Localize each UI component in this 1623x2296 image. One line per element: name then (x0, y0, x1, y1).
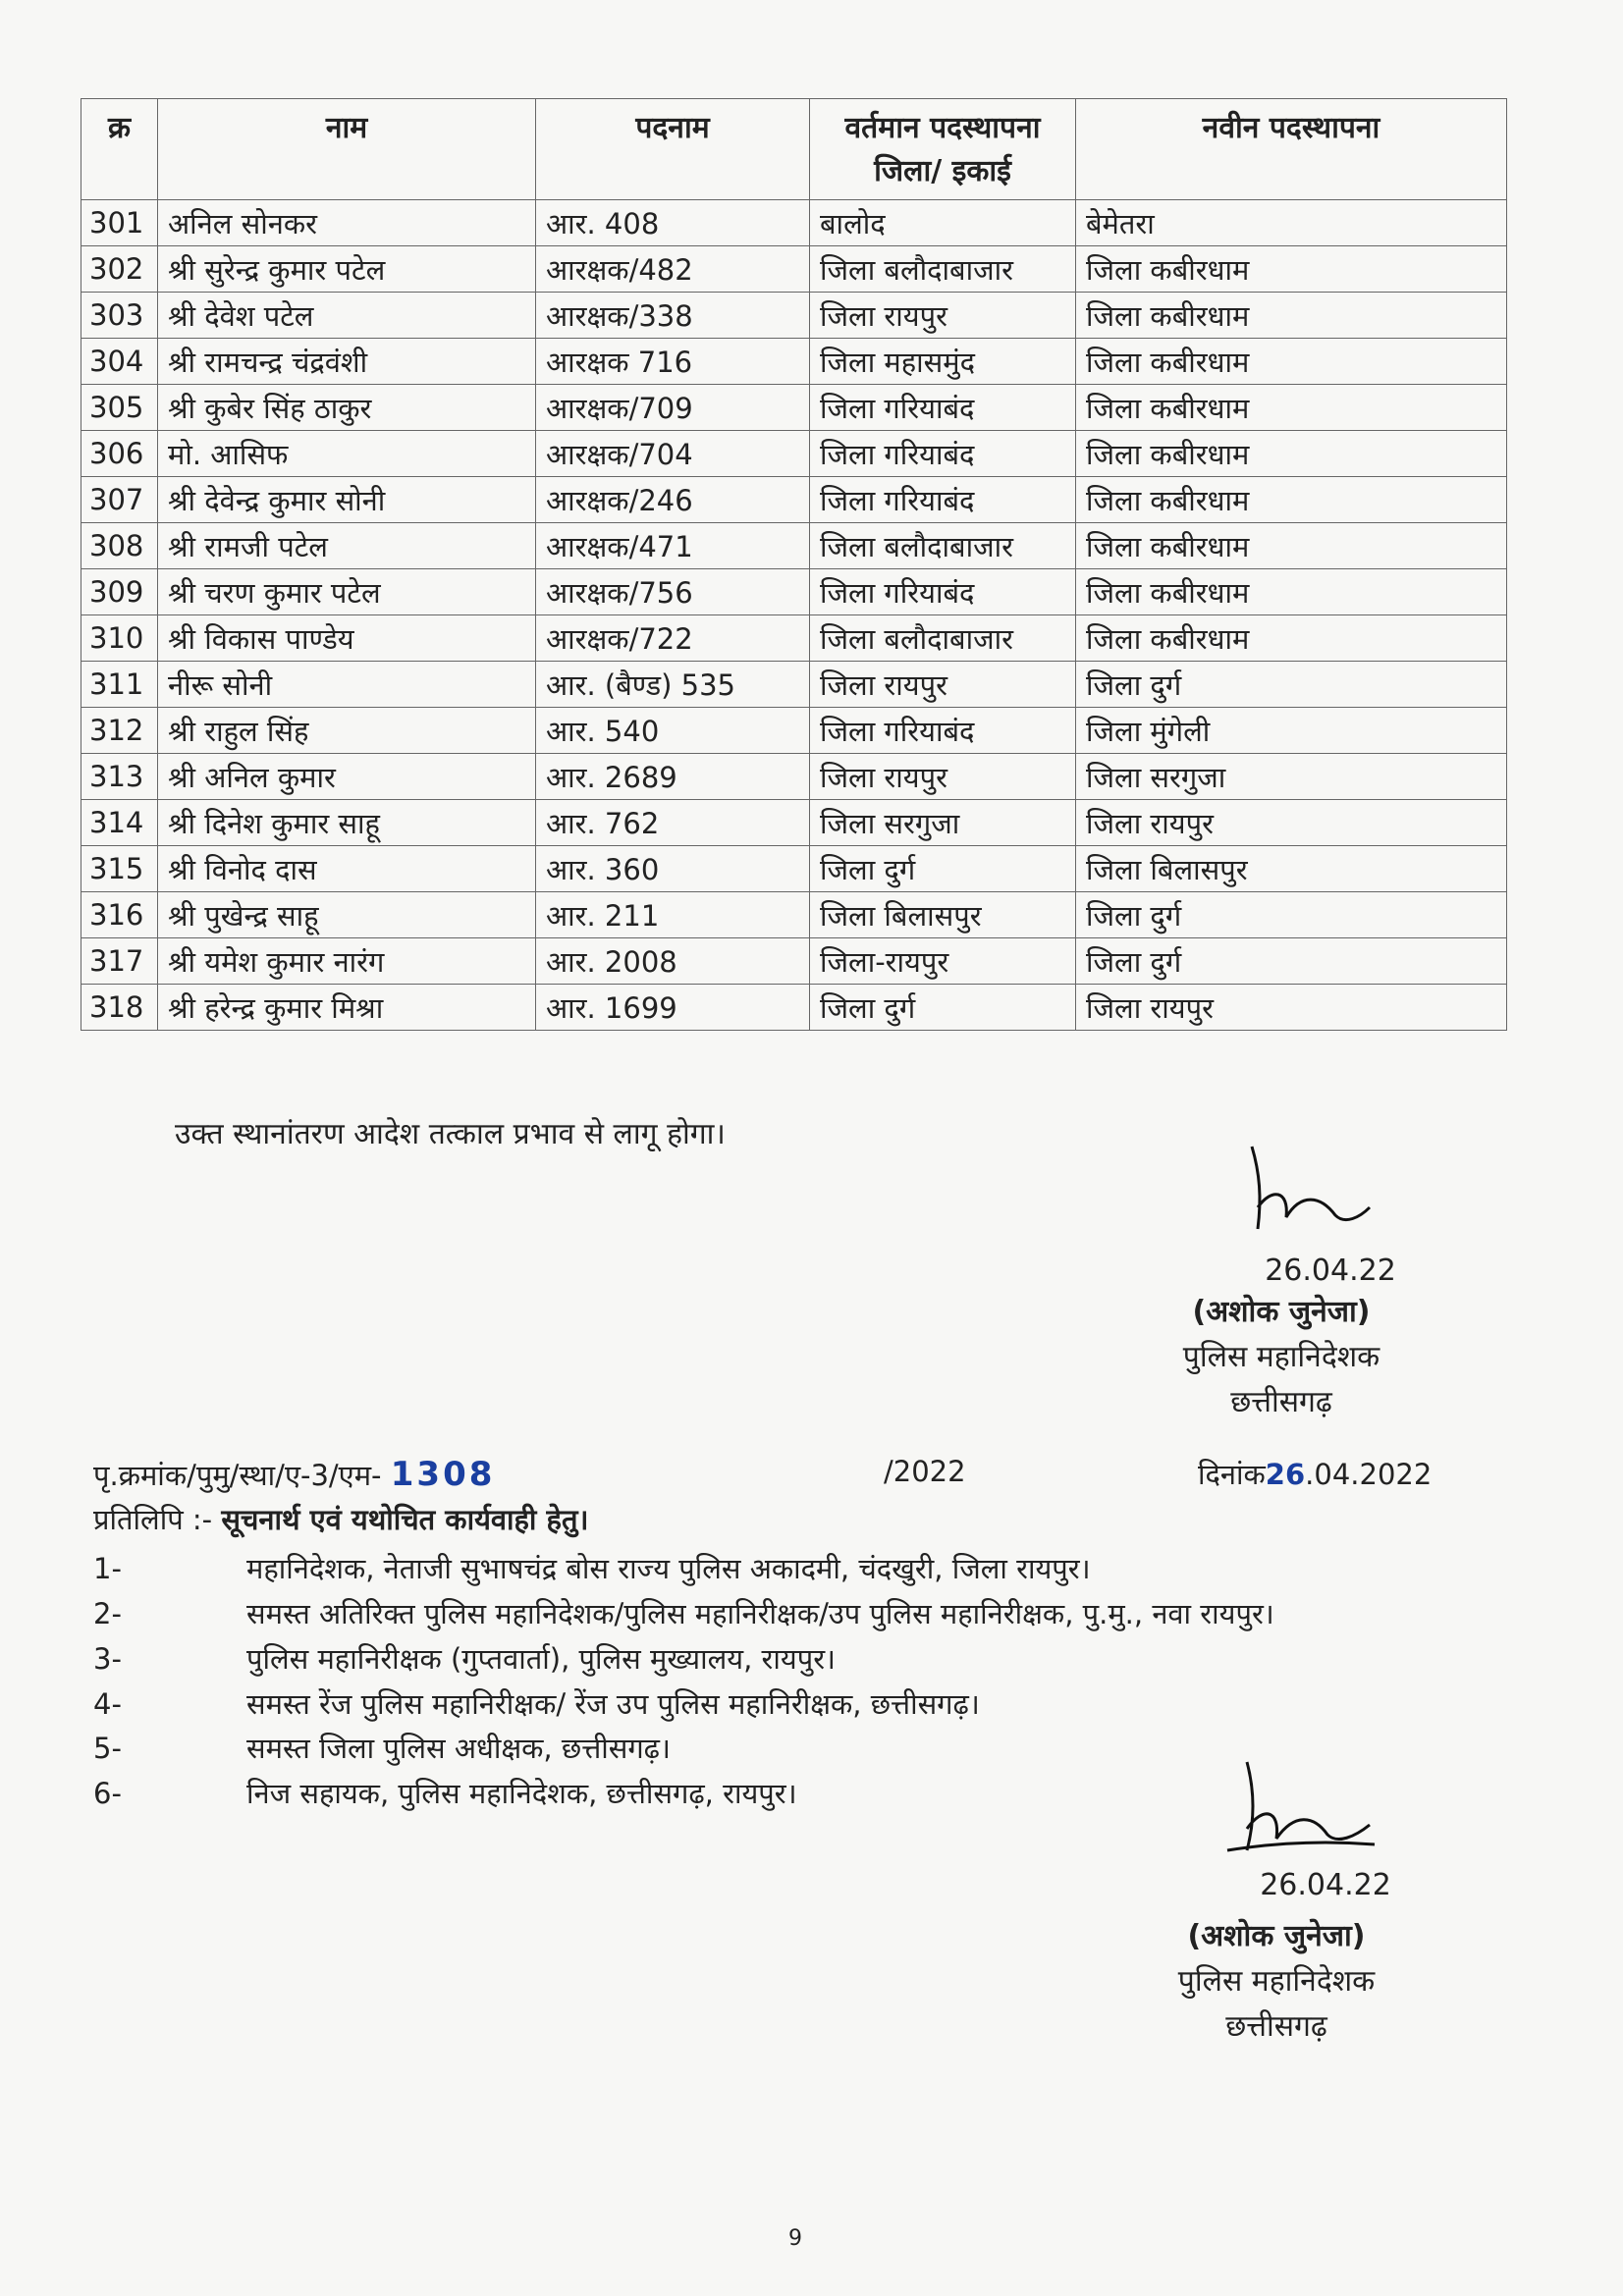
cell-serial: 313 (81, 754, 158, 800)
header-current-line2: जिला/ इकाई (874, 154, 1011, 188)
cell-designation: आरक्षक 716 (536, 339, 810, 385)
cell-new-posting: जिला दुर्ग (1076, 662, 1507, 708)
cell-current-posting: जिला बलौदाबाजार (810, 615, 1076, 662)
signatory-state: छत्तीसगढ़ (1230, 1385, 1332, 1419)
cell-name: श्री विनोद दास (158, 846, 536, 892)
distribution-item-text: समस्त अतिरिक्त पुलिस महानिदेशक/पुलिस महानिरीक्षक/उप पुलिस महानिरीक्षक, पु.मु., नवा रायपुर। (246, 1597, 1274, 1630)
distribution-item (93, 1639, 836, 1678)
cell-name: श्री सुरेन्द्र कुमार पटेल (158, 246, 536, 293)
page-number: 9 (788, 2226, 802, 2251)
distribution-item-text: महानिदेशक, नेताजी सुभाषचंद्र बोस राज्य पुलिस अकादमी, चंदखुरी, जिला रायपुर। (246, 1552, 1091, 1585)
cell-new-posting: जिला कबीरधाम (1076, 569, 1507, 615)
header-name: नाम (158, 99, 536, 200)
cell-serial: 306 (81, 431, 158, 477)
cell-designation: आरक्षक/246 (536, 477, 810, 523)
cell-name: श्री हरेन्द्र कुमार मिश्रा (158, 985, 536, 1031)
cell-designation: आरक्षक/709 (536, 385, 810, 431)
cell-serial: 308 (81, 523, 158, 569)
cell-serial: 305 (81, 385, 158, 431)
cell-current-posting: जिला बलौदाबाजार (810, 523, 1076, 569)
cell-new-posting: जिला सरगुजा (1076, 754, 1507, 800)
cell-new-posting: जिला रायपुर (1076, 800, 1507, 846)
table-row (81, 339, 1507, 385)
table-body (81, 200, 1507, 1031)
cell-current-posting: जिला गरियाबंद (810, 431, 1076, 477)
signatory-title: पुलिस महानिदेशक (1177, 1964, 1376, 1999)
cell-designation: आरक्षक/338 (536, 293, 810, 339)
distribution-item-number: 4- (93, 1687, 122, 1721)
cell-designation: आर. 408 (536, 200, 810, 246)
cell-name: श्री अनिल कुमार (158, 754, 536, 800)
signature-1-date: 26.04.22 (1265, 1254, 1396, 1288)
cell-serial: 318 (81, 985, 158, 1031)
cell-new-posting: जिला कबीरधाम (1076, 246, 1507, 293)
cell-new-posting: जिला रायपुर (1076, 985, 1507, 1031)
cell-name: श्री देवेन्द्र कुमार सोनी (158, 477, 536, 523)
cell-name: श्री पुखेन्द्र साहू (158, 892, 536, 938)
date-day-handwritten: 26 (1265, 1458, 1306, 1491)
copy-to-label: प्रतिलिपि :- (93, 1503, 213, 1536)
cell-designation: आरक्षक/704 (536, 431, 810, 477)
table-row (81, 892, 1507, 938)
table-row (81, 385, 1507, 431)
cell-current-posting: जिला बिलासपुर (810, 892, 1076, 938)
cell-serial: 309 (81, 569, 158, 615)
cell-current-posting: जिला रायपुर (810, 662, 1076, 708)
transfer-table (81, 98, 1507, 1031)
reference-number (93, 1455, 495, 1494)
cell-current-posting: जिला रायपुर (810, 754, 1076, 800)
cell-name: श्री देवेश पटेल (158, 293, 536, 339)
reference-prefix: पृ.क्रमांक/पुमु/स्था/ए-3/एम- (93, 1459, 382, 1492)
cell-new-posting: जिला कबीरधाम (1076, 385, 1507, 431)
distribution-item (93, 1684, 980, 1723)
cell-name: श्री चरण कुमार पटेल (158, 569, 536, 615)
table-row (81, 569, 1507, 615)
table-row (81, 431, 1507, 477)
cell-name: श्री यमेश कुमार नारंग (158, 938, 536, 985)
table-row (81, 523, 1507, 569)
cell-current-posting: बालोद (810, 200, 1076, 246)
distribution-item-text: समस्त रेंज पुलिस महानिरीक्षक/ रेंज उप पुलिस महानिरीक्षक, छत्तीसगढ़। (246, 1687, 980, 1721)
cell-new-posting: जिला दुर्ग (1076, 892, 1507, 938)
cell-current-posting: जिला गरियाबंद (810, 708, 1076, 754)
cell-designation: आर. 2689 (536, 754, 810, 800)
cell-serial: 301 (81, 200, 158, 246)
cell-designation: आरक्षक/482 (536, 246, 810, 293)
header-current-line1: वर्तमान पदस्थापना (844, 111, 1041, 145)
distribution-item-number: 1- (93, 1552, 122, 1585)
distribution-item-number: 6- (93, 1777, 122, 1810)
table-row (81, 615, 1507, 662)
cell-new-posting: जिला कबीरधाम (1076, 293, 1507, 339)
date-label: दिनांक (1198, 1458, 1266, 1491)
table-row (81, 662, 1507, 708)
cell-new-posting: जिला कबीरधाम (1076, 431, 1507, 477)
cell-name: नीरू सोनी (158, 662, 536, 708)
table-row (81, 800, 1507, 846)
header-new-posting: नवीन पदस्थापना (1076, 99, 1507, 200)
signatory-name: (अशोक जुनेजा) (1187, 1919, 1366, 1953)
cell-name: मो. आसिफ (158, 431, 536, 477)
cell-serial: 304 (81, 339, 158, 385)
cell-name: श्री विकास पाण्डेय (158, 615, 536, 662)
distribution-item (93, 1594, 1274, 1632)
table-row (81, 985, 1507, 1031)
reference-handwritten-number: 1308 (390, 1455, 496, 1494)
cell-new-posting: जिला कबीरधाम (1076, 615, 1507, 662)
cell-serial: 316 (81, 892, 158, 938)
distribution-item (93, 1729, 671, 1767)
table-row (81, 754, 1507, 800)
signatory-name: (अशोक जुनेजा) (1192, 1295, 1371, 1329)
table-row (81, 846, 1507, 892)
cell-name: श्री रामचन्द्र चंद्रवंशी (158, 339, 536, 385)
copy-to-purpose: सूचनार्थ एवं यथोचित कार्यवाही हेतु। (221, 1503, 589, 1536)
cell-designation: आर. 2008 (536, 938, 810, 985)
cell-designation: आर. 211 (536, 892, 810, 938)
reference-year: /2022 (884, 1455, 966, 1488)
table-row (81, 708, 1507, 754)
table-header-row (81, 99, 1507, 200)
table-row (81, 938, 1507, 985)
cell-serial: 303 (81, 293, 158, 339)
distribution-item-text: निज सहायक, पुलिस महानिदेशक, छत्तीसगढ़, रायपुर। (246, 1777, 797, 1810)
cell-serial: 315 (81, 846, 158, 892)
distribution-item-number: 5- (93, 1732, 122, 1765)
table-row (81, 477, 1507, 523)
cell-name: श्री कुबेर सिंह ठाकुर (158, 385, 536, 431)
signatory-title: पुलिस महानिदेशक (1182, 1340, 1380, 1374)
cell-current-posting: जिला बलौदाबाजार (810, 246, 1076, 293)
cell-current-posting: जिला सरगुजा (810, 800, 1076, 846)
cell-new-posting: जिला कबीरधाम (1076, 523, 1507, 569)
cell-serial: 317 (81, 938, 158, 985)
distribution-item-text: समस्त जिला पुलिस अधीक्षक, छत्तीसगढ़। (246, 1732, 671, 1765)
cell-new-posting: जिला दुर्ग (1076, 938, 1507, 985)
distribution-item-number: 2- (93, 1597, 122, 1630)
copy-to-heading (93, 1500, 588, 1538)
cell-current-posting: जिला रायपुर (810, 293, 1076, 339)
table-row (81, 200, 1507, 246)
cell-serial: 312 (81, 708, 158, 754)
cell-name: श्री राहुल सिंह (158, 708, 536, 754)
cell-current-posting: जिला गरियाबंद (810, 569, 1076, 615)
cell-current-posting: जिला दुर्ग (810, 985, 1076, 1031)
header-designation: पदनाम (536, 99, 810, 200)
cell-current-posting: जिला गरियाबंद (810, 385, 1076, 431)
cell-name: अनिल सोनकर (158, 200, 536, 246)
table-row (81, 293, 1507, 339)
cell-new-posting: जिला कबीरधाम (1076, 339, 1507, 385)
cell-new-posting: जिला बिलासपुर (1076, 846, 1507, 892)
distribution-item (93, 1774, 797, 1812)
cell-designation: आर. 540 (536, 708, 810, 754)
cell-serial: 314 (81, 800, 158, 846)
cell-current-posting: जिला गरियाबंद (810, 477, 1076, 523)
cell-name: श्री दिनेश कुमार साहू (158, 800, 536, 846)
cell-designation: आरक्षक/756 (536, 569, 810, 615)
cell-serial: 302 (81, 246, 158, 293)
cell-designation: आर. 360 (536, 846, 810, 892)
distribution-item (93, 1549, 1091, 1587)
distribution-item-number: 3- (93, 1642, 122, 1676)
cell-new-posting: जिला कबीरधाम (1076, 477, 1507, 523)
cell-serial: 311 (81, 662, 158, 708)
cell-designation: आर. 1699 (536, 985, 810, 1031)
signature-mark-2-icon (1217, 1752, 1384, 1870)
cell-current-posting: जिला दुर्ग (810, 846, 1076, 892)
table-row (81, 246, 1507, 293)
signature-mark-1-icon (1232, 1139, 1380, 1247)
date-rest: .04.2022 (1305, 1458, 1433, 1491)
header-serial: क्र (81, 99, 158, 200)
cell-current-posting: जिला-रायपुर (810, 938, 1076, 985)
order-effect-text: उक्त स्थानांतरण आदेश तत्काल प्रभाव से लागू होगा। (175, 1117, 726, 1151)
cell-designation: आर. (बैण्ड) 535 (536, 662, 810, 708)
cell-designation: आरक्षक/471 (536, 523, 810, 569)
signatory-state: छत्तीसगढ़ (1225, 2009, 1327, 2044)
cell-designation: आर. 762 (536, 800, 810, 846)
cell-current-posting: जिला महासमुंद (810, 339, 1076, 385)
cell-designation: आरक्षक/722 (536, 615, 810, 662)
cell-new-posting: जिला मुंगेली (1076, 708, 1507, 754)
signature-2 (1149, 1914, 1404, 2050)
header-current-posting (810, 99, 1076, 200)
cell-serial: 307 (81, 477, 158, 523)
cell-serial: 310 (81, 615, 158, 662)
reference-date (1198, 1455, 1432, 1493)
cell-name: श्री रामजी पटेल (158, 523, 536, 569)
signature-2-date: 26.04.22 (1260, 1868, 1391, 1902)
distribution-item-text: पुलिस महानिरीक्षक (गुप्तवार्ता), पुलिस मुख्यालय, रायपुर। (246, 1642, 837, 1676)
signature-1 (1159, 1290, 1404, 1425)
cell-new-posting: बेमेतरा (1076, 200, 1507, 246)
